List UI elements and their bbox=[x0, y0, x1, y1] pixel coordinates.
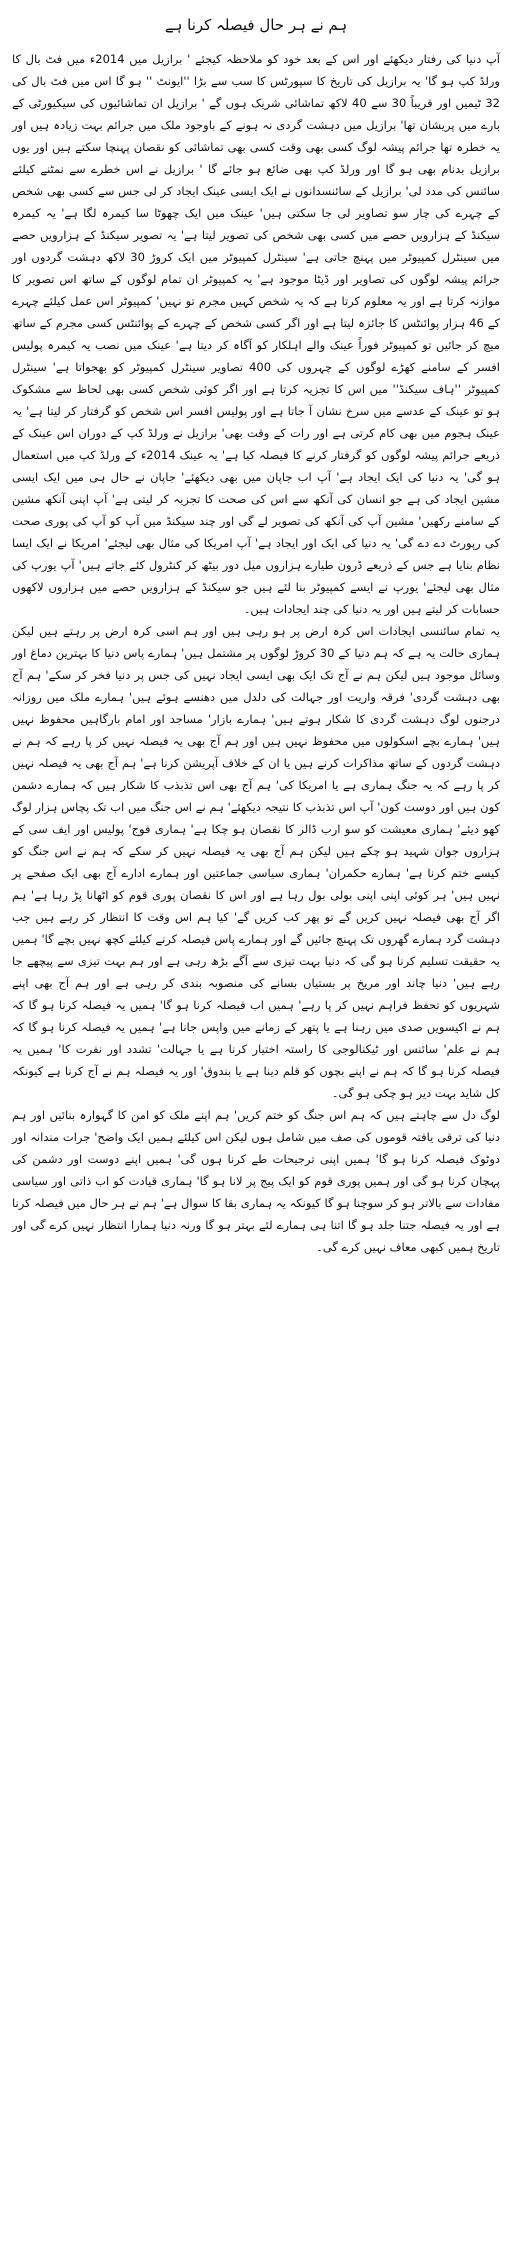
article-headline: ہم نے ہر حال فیصلہ کرنا ہے bbox=[164, 16, 348, 34]
article-paragraph-2: یہ تمام سائنسی ایجادات اس کرہ ارض پر ہو رہی ہیں اور ہم اسی کرہ ارض پر رہتے ہیں لیکن ہماری حالت یہ ہے کہ ہم دنیا کے 30 کروڑ لوگوں پر مشتمل ہیں' ہمارے پاس دنیا کا بہترین دماغ اور وسائل موجود ہیں لیکن ہم نے آج تک ایک بھی ایسی ایجاد نہیں کی جس پر دنیا فخر کر سکے' ہم آج بھی دہشت گردی' فرقہ واریت اور جہالت کی دلدل میں دھنسے ہوئے ہیں' ہمارے ملک میں روزانہ درجنوں لوگ دہشت گردی کا شکار ہوتے ہیں' ہمارے بازار' مساجد اور امام بارگاہیں محفوظ نہیں ہیں' ہمارے بچے اسکولوں میں محفوظ نہیں ہیں اور ہم آج بھی یہ فیصلہ نہیں کر پا رہے کہ ہم نے دہشت گردوں کے ساتھ مذاکرات کرنے ہیں یا ان کے خلاف آپریشن کرنا ہے' ہم آج بھی یہ فیصلہ نہیں کر پا رہے کہ یہ جنگ ہماری ہے یا امریکا کی' ہم آج بھی اس تذبذب کا شکار ہیں کہ ہمارے دشمن کون ہیں اور دوست کون' آپ اس تذبذب کا نتیجہ دیکھئے' ہم نے اس جنگ میں اب تک پچاس ہزار لوگ کھو دیئے' ہماری معیشت کو سو ارب ڈالر کا نقصان ہو چکا ہے' ہماری فوج' پولیس اور ایف سی کے ہزاروں جوان شہید ہو چکے ہیں لیکن ہم آج بھی یہ فیصلہ نہیں کر سکے کہ ہم نے اس جنگ کو کیسے ختم کرنا ہے' ہمارے حکمران' ہماری سیاسی جماعتیں اور ہمارے ادارے آج بھی ایک صفحے پر نہیں ہیں' ہر کوئی اپنی اپنی بولی بول رہا ہے اور اس کا نقصان پوری قوم کو اٹھانا پڑ رہا ہے' ہم اگر آج بھی فیصلہ نہیں کریں گے تو پھر کب کریں گے' کیا ہم اس وقت کا انتظار کر رہے ہیں جب دہشت گرد ہمارے گھروں تک پہنچ جائیں گے اور ہمارے پاس فیصلہ کرنے کیلئے کچھ نہیں بچے گا' ہمیں یہ حقیقت تسلیم کرنا ہو گی کہ دنیا بہت تیزی سے آگے بڑھ رہی ہے اور ہم بہت تیزی سے پیچھے جا رہے ہیں' دنیا چاند اور مریخ پر بستیاں بسانے کی منصوبہ بندی کر رہی ہے اور ہم آج بھی اپنے شہریوں کو تحفظ فراہم نہیں کر پا رہے' ہمیں اب فیصلہ کرنا ہو گا' ہمیں یہ فیصلہ کرنا ہو گا کہ ہم نے اکیسویں صدی میں رہنا ہے یا پتھر کے زمانے میں واپس جانا ہے' ہمیں یہ فیصلہ کرنا ہو گا کہ ہم نے علم' سائنس اور ٹیکنالوجی کا راستہ اختیار کرنا ہے یا جہالت' تشدد اور نفرت کا' ہمیں یہ فیصلہ کرنا ہو گا کہ ہم نے اپنے بچوں کو قلم دینا ہے یا بندوق' اور یہ فیصلہ ہم نے آج کرنا ہے کیونکہ کل شاید بہت دیر ہو چکی ہو گی۔ bbox=[12, 624, 500, 1100]
article-paragraph-1: آپ دنیا کی رفتار دیکھئے اور اس کے بعد خود کو ملاحظہ کیجئے ' برازیل میں 2014ء میں فٹ بال کا ورلڈ کپ ہو گا' یہ برازیل کی تاریخ کا سپورٹس کا سب سے بڑا ''ایونٹ '' ہو گا اس میں فٹ بال کی 32 ٹیمیں اور قریباً 30 سے 40 لاکھ تماشائی شریک ہوں گے ' برازیل ان تماشائیوں کی سیکیورٹی کے بارے میں پریشان تھا' برازیل میں دہشت گردی نہ ہونے کے باوجود ملک میں جرائم بہت زیادہ ہیں اور یہ خطرہ تھا جرائم پیشہ لوگ کسی بھی وقت کسی بھی تماشائی کو نقصان پہنچا سکتے ہیں اور یوں برازیل بدنام بھی ہو گا اور ورلڈ کپ بھی ضائع ہو جائے گا ' برازیل نے اس خطرے سے نمٹنے کیلئے سائنس کی مدد لی' برازیل کے سائنسدانوں نے ایک ایسی عینک ایجاد کر لی جس سے کسی بھی شخص کے چہرے کی چار سو تصاویر لی جا سکتی ہیں' عینک میں ایک چھوٹا سا کیمرہ لگا ہے' یہ کیمرہ سیکنڈ کے ہزارویں حصے میں کسی بھی شخص کی تصویر لیتا ہے' یہ تصویر سیکنڈ کے ہزارویں حصے میں سینٹرل کمپیوٹر میں پہنچ جاتی ہے' سینٹرل کمپیوٹر میں ایک کروڑ 30 لاکھ دہشت گردوں اور جرائم پیشہ لوگوں کی تصاویر اور ڈیٹا موجود ہے' یہ کمپیوٹر ان تمام لوگوں کے ساتھ اس تصویر کا موازنہ کرتا ہے اور یہ معلوم کرتا ہے کہ یہ شخص کہیں مجرم تو نہیں' کمپیوٹر اس عمل کیلئے چہرے کے 46 ہزار پوائنٹس کا جائزہ لیتا ہے اور اگر کسی شخص کے چہرے کے پوائنٹس کسی مجرم کے ساتھ میچ کر جائیں تو کمپیوٹر فوراً عینک والے اہلکار کو آگاہ کر دیتا ہے' عینک میں نصب یہ کیمرہ پولیس افسر کے سامنے کھڑے لوگوں کے چہروں کی 400 تصاویر سینٹرل کمپیوٹر کو بھجواتا ہے' سینٹرل کمپیوٹر ''ہاف سیکنڈ'' میں اس کا تجزیہ کرتا ہے اور اگر کوئی شخص کسی بھی لحاظ سے مشکوک ہو تو عینک کے عدسے میں سرخ نشان آ جاتا ہے اور پولیس افسر اس شخص کو گرفتار کر لیتا ہے' یہ عینک ہجوم میں بھی کام کرتی ہے اور رات کے وقت بھی' برازیل نے ورلڈ کپ کے دوران اس عینک کے ذریعے جرائم پیشہ لوگوں کو گرفتار کرنے کا فیصلہ کیا ہے' یہ عینک 2014ء کے ورلڈ کپ میں استعمال ہو گی' یہ دنیا کی ایک ایجاد ہے' آپ اب جاپان میں بھی دیکھئے' جاپان نے حال ہی میں ایک ایسی مشین ایجاد کی ہے جو انسان کی آنکھ سے اس کی صحت کا تجزیہ کر لیتی ہے' آپ اپنی آنکھ مشین کے سامنے رکھیں' مشین آپ کی آنکھ کی تصویر لے گی اور چند سیکنڈ میں آپ کو آپ کی پوری صحت کی رپورٹ دے دے گی' یہ دنیا کی ایک اور ایجاد ہے' آپ امریکا کی مثال بھی لیجئے' امریکا نے ایک ایسا نظام بنایا ہے جس کے ذریعے ڈرون طیارے ہزاروں میل دور بیٹھ کر کنٹرول کئے جاتے ہیں' آپ یورپ کی مثال بھی لیجئے' یورپ نے ایسے کمپیوٹر بنا لئے ہیں جو سیکنڈ کے ہزارویں حصے میں ہزاروں لاکھوں حسابات کر لیتے ہیں اور یہ دنیا کی چند ایجادات ہیں۔ bbox=[12, 52, 500, 616]
article-paragraph-3: لوگ دل سے چاہتے ہیں کہ ہم اس جنگ کو ختم کریں' ہم اپنے ملک کو امن کا گہوارہ بنائیں اور ہم دنیا کی ترقی یافتہ قوموں کی صف میں شامل ہوں لیکن اس کیلئے ہمیں ایک واضح' جرات مندانہ اور دوٹوک فیصلہ کرنا ہو گا' ہمیں اپنی ترجیحات طے کرنا ہوں گی' ہمیں اپنے دوست اور دشمن کی پہچان کرنا ہو گی اور ہمیں پوری قوم کو ایک پیج پر لانا ہو گا' ہماری قیادت کو اب ذاتی اور سیاسی مفادات سے بالاتر ہو کر سوچنا ہو گا کیونکہ یہ ہماری بقا کا سوال ہے' ہم نے ہر حال میں فیصلہ کرنا ہے اور یہ فیصلہ جتنا جلد ہو گا اتنا ہی ہمارے لئے بہتر ہو گا ورنہ دنیا ہمارا انتظار نہیں کرے گی اور تاریخ ہمیں کبھی معاف نہیں کرے گی۔ bbox=[12, 1108, 500, 1254]
article-body bbox=[12, 48, 500, 1258]
